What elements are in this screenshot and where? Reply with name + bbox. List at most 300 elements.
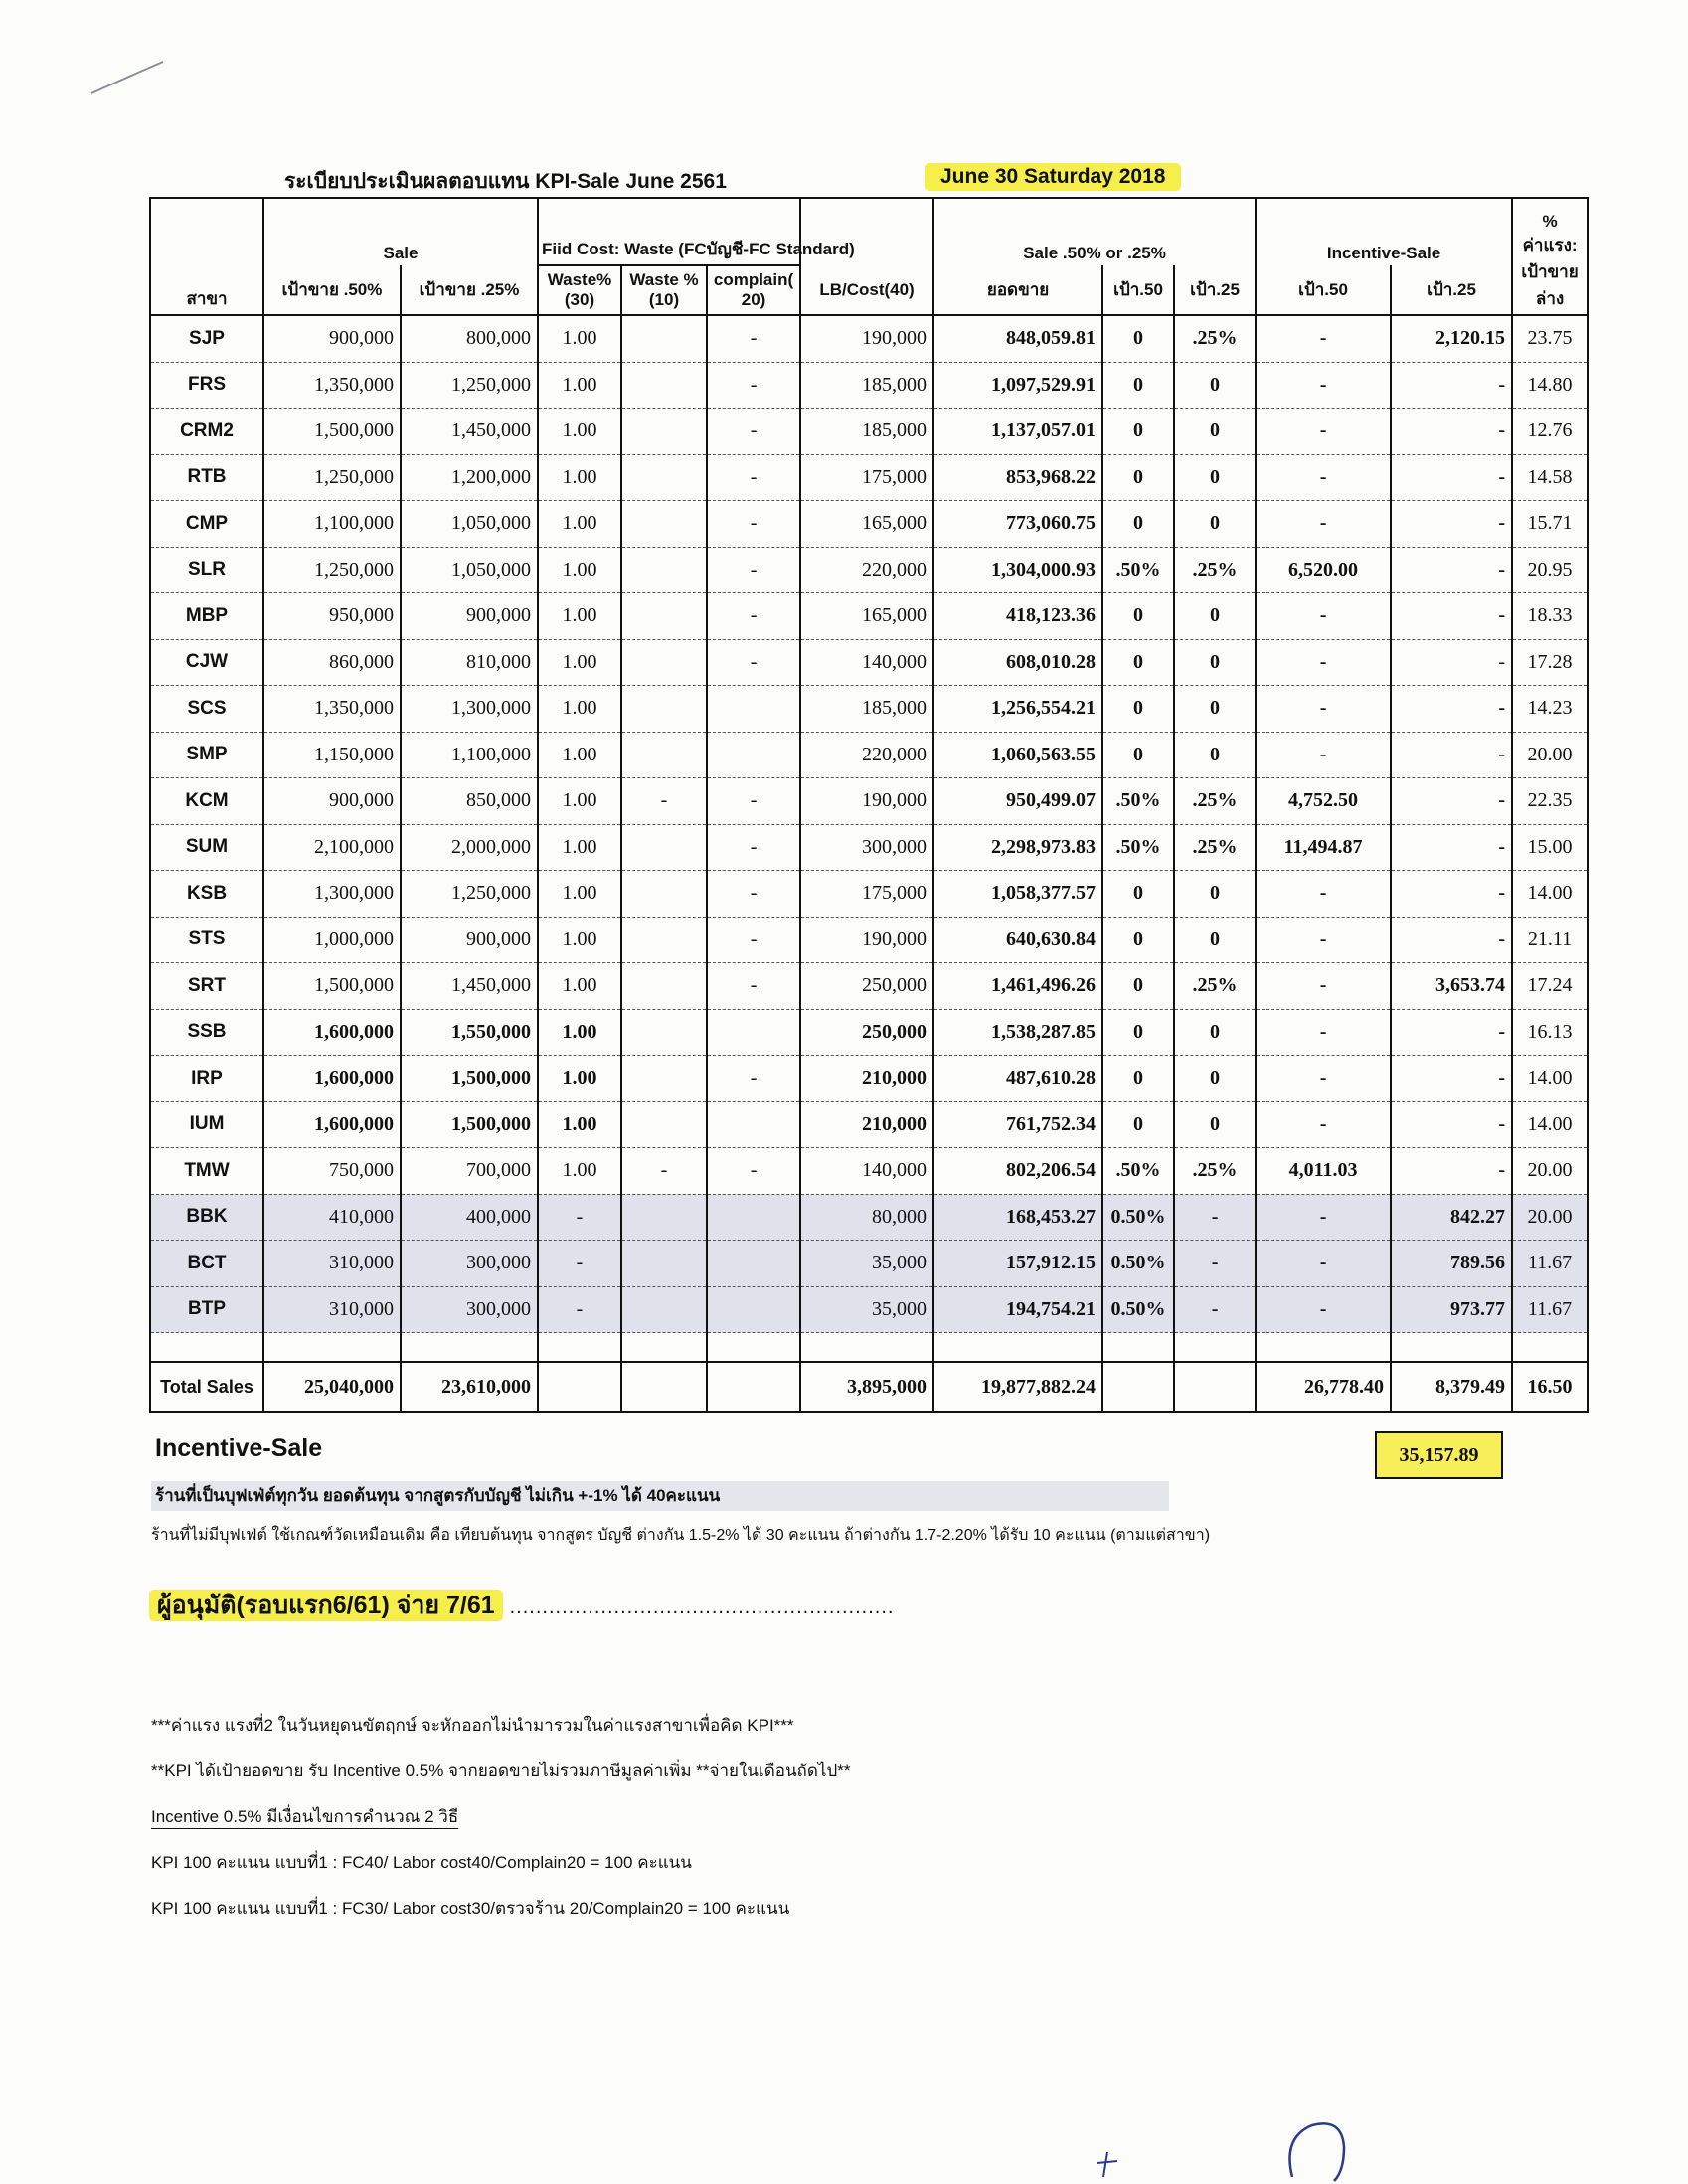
cell-labor-pct: 20.00 xyxy=(1512,1194,1588,1241)
cell-inc-25: 789.56 xyxy=(1391,1241,1512,1287)
cell-target-25: 2,000,000 xyxy=(401,824,538,871)
cell-branch: SUM xyxy=(150,824,263,871)
cell-waste-10 xyxy=(621,963,707,1010)
cell-labor-pct: 16.13 xyxy=(1512,1009,1588,1056)
approval-line xyxy=(149,1586,894,1625)
cell-sales: 487,610.28 xyxy=(933,1056,1102,1102)
cell-pao-25: 0 xyxy=(1174,593,1256,640)
cell-target-50: 1,100,000 xyxy=(263,501,401,548)
col-waste-10: Waste %(10) xyxy=(621,265,707,315)
col-target-25: เป้าขาย .25% xyxy=(401,265,538,315)
cell-lb-cost: 300,000 xyxy=(800,824,933,871)
cell-waste-10 xyxy=(621,732,707,778)
cell-waste-10 xyxy=(621,1056,707,1102)
kpi-sale-table xyxy=(149,197,1589,1413)
cell-branch: IUM xyxy=(150,1101,263,1148)
cell-sales: 168,453.27 xyxy=(933,1194,1102,1241)
cell-lb-cost: 185,000 xyxy=(800,409,933,455)
cell-pao-50: 0 xyxy=(1102,362,1174,409)
cell-pao-25: 0 xyxy=(1174,686,1256,733)
cell-sales: 1,060,563.55 xyxy=(933,732,1102,778)
cell-pao-25: 0 xyxy=(1174,454,1256,501)
cell-waste-30: 1.00 xyxy=(538,871,621,918)
cell-target-25: 1,450,000 xyxy=(401,409,538,455)
cell-waste-10 xyxy=(621,1286,707,1333)
cell-waste-10 xyxy=(621,547,707,593)
table-row xyxy=(150,1101,1588,1148)
cell-pao-50: 0 xyxy=(1102,409,1174,455)
cell-target-25: 810,000 xyxy=(401,639,538,686)
col-group-sale: Sale xyxy=(263,198,538,265)
cell-complain-20: - xyxy=(707,824,800,871)
cell-labor-pct: 14.00 xyxy=(1512,1101,1588,1148)
cell-pao-50: 0 xyxy=(1102,963,1174,1010)
cell-inc-50: - xyxy=(1256,963,1391,1010)
cell-labor-pct: 21.11 xyxy=(1512,917,1588,963)
cell-labor-pct: 14.80 xyxy=(1512,362,1588,409)
table-row xyxy=(150,362,1588,409)
cell-lb-cost: 185,000 xyxy=(800,362,933,409)
col-group-sale-pct: Sale .50% or .25% xyxy=(933,198,1256,265)
cell-pao-50: .50% xyxy=(1102,778,1174,825)
cell-inc-50: - xyxy=(1256,315,1391,362)
kpi-target-footnote: **KPI ได้เป้ายอดขาย รับ Incentive 0.5% จากยอดขายไม่รวมภาษีมูลค่าเพิ่ม **จ่ายในเดือนถัดไป** xyxy=(151,1762,851,1780)
cell-pao-25: 0 xyxy=(1174,362,1256,409)
cell-lb-cost: 190,000 xyxy=(800,778,933,825)
cell-waste-30: 1.00 xyxy=(538,593,621,640)
cell-complain-20 xyxy=(707,1194,800,1241)
cell-lb-cost: 220,000 xyxy=(800,547,933,593)
incentive-conditions-footnote: Incentive 0.5% มีเงื่อนไขการคำนวณ 2 วิธี xyxy=(151,1807,459,1826)
cell-target-50: 1,600,000 xyxy=(263,1101,401,1148)
cell-lb-cost: 175,000 xyxy=(800,871,933,918)
blank-cell xyxy=(1102,1333,1174,1363)
cell-waste-30: 1.00 xyxy=(538,639,621,686)
cell-pao-25: 0 xyxy=(1174,732,1256,778)
cell-complain-20: - xyxy=(707,454,800,501)
cell-pao-25: 0 xyxy=(1174,639,1256,686)
col-pao-25: เป้า.25 xyxy=(1174,265,1256,315)
cell-target-50: 310,000 xyxy=(263,1286,401,1333)
cell-waste-30: - xyxy=(538,1194,621,1241)
table-row xyxy=(150,454,1588,501)
total-empty xyxy=(538,1362,621,1412)
cell-lb-cost: 190,000 xyxy=(800,315,933,362)
cell-complain-20 xyxy=(707,1241,800,1287)
table-row xyxy=(150,1056,1588,1102)
cell-target-50: 750,000 xyxy=(263,1148,401,1195)
cell-inc-25: 3,653.74 xyxy=(1391,963,1512,1010)
cell-pao-50: 0 xyxy=(1102,1009,1174,1056)
col-sales: ยอดขาย xyxy=(933,265,1102,315)
cell-waste-10: - xyxy=(621,1148,707,1195)
cell-target-50: 1,500,000 xyxy=(263,963,401,1010)
table-row xyxy=(150,1194,1588,1241)
total-sales: 19,877,882.24 xyxy=(933,1362,1102,1412)
cell-labor-pct: 23.75 xyxy=(1512,315,1588,362)
table-row xyxy=(150,315,1588,362)
cell-branch: CRM2 xyxy=(150,409,263,455)
cell-branch: CMP xyxy=(150,501,263,548)
cell-pao-50: .50% xyxy=(1102,824,1174,871)
col-pao-50: เป้า.50 xyxy=(1102,265,1174,315)
cell-sales: 1,137,057.01 xyxy=(933,409,1102,455)
cell-inc-50: 4,011.03 xyxy=(1256,1148,1391,1195)
col-target-50: เป้าขาย .50% xyxy=(263,265,401,315)
cell-complain-20: - xyxy=(707,501,800,548)
cell-lb-cost: 210,000 xyxy=(800,1056,933,1102)
cell-complain-20: - xyxy=(707,593,800,640)
cell-inc-25: - xyxy=(1391,1101,1512,1148)
non-buffet-note: ร้านที่ไม่มีบุฟเฟ่ต์ ใช้เกณฑ์วัดเหมือนเดิม คือ เทียบต้นทุน จากสูตร บัญชี ต่างกัน 1.5-2% ได้ 30 คะแนน ถ้าต่างกัน 1.7-2.20% ได้รับ 10 คะแนน (ตามแต่สาขา) xyxy=(151,1527,1211,1544)
cell-labor-pct: 14.00 xyxy=(1512,871,1588,918)
cell-lb-cost: 80,000 xyxy=(800,1194,933,1241)
blank-cell xyxy=(1256,1333,1391,1363)
cell-sales: 761,752.34 xyxy=(933,1101,1102,1148)
table-row xyxy=(150,963,1588,1010)
method-2-footnote: KPI 100 คะแนน แบบที่1 : FC30/ Labor cost30/ตรวจร้าน 20/Complain20 = 100 คะแนน xyxy=(151,1899,790,1918)
cell-target-25: 300,000 xyxy=(401,1241,538,1287)
handwritten-scribble xyxy=(1074,2098,1372,2184)
cell-waste-10 xyxy=(621,454,707,501)
incentive-sale-total: 35,157.89 xyxy=(1375,1431,1503,1479)
total-target-25: 23,610,000 xyxy=(401,1362,538,1412)
header-column-row xyxy=(150,265,1588,315)
cell-target-25: 400,000 xyxy=(401,1194,538,1241)
cell-sales: 802,206.54 xyxy=(933,1148,1102,1195)
cell-branch: SRT xyxy=(150,963,263,1010)
cell-waste-10 xyxy=(621,362,707,409)
cell-inc-25: - xyxy=(1391,454,1512,501)
cell-pao-50: 0 xyxy=(1102,1101,1174,1148)
cell-waste-30: 1.00 xyxy=(538,732,621,778)
col-waste-30: Waste% (30) xyxy=(538,265,621,315)
cell-sales: 608,010.28 xyxy=(933,639,1102,686)
labor-footnote: ***ค่าแรง แรงที่2 ในวันหยุดนขัตฤกษ์ จะหักออกไม่นำมารวมในค่าแรงสาขาเพื่อคิด KPI*** xyxy=(151,1716,794,1735)
cell-inc-50: - xyxy=(1256,1101,1391,1148)
cell-target-25: 1,500,000 xyxy=(401,1056,538,1102)
cell-complain-20 xyxy=(707,732,800,778)
cell-target-50: 1,000,000 xyxy=(263,917,401,963)
cell-branch: SLR xyxy=(150,547,263,593)
blank-cell xyxy=(1391,1333,1512,1363)
table-row xyxy=(150,501,1588,548)
table-row xyxy=(150,409,1588,455)
approval-label: ผู้อนุมัติ(รอบแรก6/61) จ่าย 7/61 xyxy=(149,1590,503,1621)
cell-target-50: 860,000 xyxy=(263,639,401,686)
cell-inc-25: - xyxy=(1391,778,1512,825)
cell-branch: STS xyxy=(150,917,263,963)
cell-labor-pct: 11.67 xyxy=(1512,1286,1588,1333)
cell-target-25: 1,100,000 xyxy=(401,732,538,778)
table-row xyxy=(150,593,1588,640)
cell-pao-25: .25% xyxy=(1174,547,1256,593)
table-row xyxy=(150,686,1588,733)
header-group-row xyxy=(150,198,1588,265)
table-row xyxy=(150,1241,1588,1287)
cell-labor-pct: 14.23 xyxy=(1512,686,1588,733)
cell-target-50: 900,000 xyxy=(263,315,401,362)
table-row xyxy=(150,732,1588,778)
cell-pao-25: - xyxy=(1174,1241,1256,1287)
cell-inc-25: - xyxy=(1391,593,1512,640)
cell-complain-20 xyxy=(707,1286,800,1333)
cell-lb-cost: 250,000 xyxy=(800,1009,933,1056)
table-row xyxy=(150,1009,1588,1056)
cell-target-25: 1,200,000 xyxy=(401,454,538,501)
cell-target-50: 900,000 xyxy=(263,778,401,825)
blank-cell xyxy=(800,1333,933,1363)
cell-inc-50: - xyxy=(1256,1056,1391,1102)
cell-inc-25: - xyxy=(1391,1009,1512,1056)
cell-target-25: 1,050,000 xyxy=(401,547,538,593)
approval-signature-dots: ........................................................... xyxy=(509,1596,895,1618)
cell-waste-30: 1.00 xyxy=(538,315,621,362)
cell-target-25: 1,250,000 xyxy=(401,871,538,918)
cell-target-50: 1,250,000 xyxy=(263,454,401,501)
cell-target-50: 950,000 xyxy=(263,593,401,640)
cell-waste-10 xyxy=(621,409,707,455)
cell-pao-25: 0 xyxy=(1174,871,1256,918)
cell-target-25: 700,000 xyxy=(401,1148,538,1195)
cell-inc-25: - xyxy=(1391,871,1512,918)
cell-sales: 1,058,377.57 xyxy=(933,871,1102,918)
cell-lb-cost: 35,000 xyxy=(800,1286,933,1333)
cell-target-25: 1,250,000 xyxy=(401,362,538,409)
cell-waste-10 xyxy=(621,1101,707,1148)
cell-labor-pct: 22.35 xyxy=(1512,778,1588,825)
cell-waste-10 xyxy=(621,315,707,362)
cell-inc-50: - xyxy=(1256,409,1391,455)
cell-target-25: 1,550,000 xyxy=(401,1009,538,1056)
cell-labor-pct: 20.00 xyxy=(1512,1148,1588,1195)
cell-complain-20 xyxy=(707,1009,800,1056)
blank-row xyxy=(150,1333,1588,1363)
cell-sales: 1,538,287.85 xyxy=(933,1009,1102,1056)
buffet-note: ร้านที่เป็นบุฟเฟ่ต์ทุกวัน ยอดต้นทุน จากสูตรกับบัญชี ไม่เกิน +-1% ได้ 40คะแนน xyxy=(151,1481,1169,1511)
cell-labor-pct: 17.24 xyxy=(1512,963,1588,1010)
cell-waste-30: - xyxy=(538,1241,621,1287)
table-row xyxy=(150,824,1588,871)
cell-complain-20: - xyxy=(707,362,800,409)
cell-inc-50: - xyxy=(1256,639,1391,686)
blank-cell xyxy=(1512,1333,1588,1363)
col-group-incentive: Incentive-Sale xyxy=(1256,198,1512,265)
cell-complain-20: - xyxy=(707,871,800,918)
cell-inc-25: - xyxy=(1391,547,1512,593)
cell-branch: KCM xyxy=(150,778,263,825)
table-row xyxy=(150,871,1588,918)
cell-labor-pct: 20.95 xyxy=(1512,547,1588,593)
cell-target-50: 2,100,000 xyxy=(263,824,401,871)
cell-sales: 1,461,496.26 xyxy=(933,963,1102,1010)
cell-waste-30: 1.00 xyxy=(538,1009,621,1056)
cell-labor-pct: 18.33 xyxy=(1512,593,1588,640)
cell-waste-30: 1.00 xyxy=(538,1148,621,1195)
cell-waste-10 xyxy=(621,917,707,963)
cell-pao-50: .50% xyxy=(1102,547,1174,593)
cell-target-50: 1,500,000 xyxy=(263,409,401,455)
cell-pao-25: 0 xyxy=(1174,409,1256,455)
cell-waste-30: 1.00 xyxy=(538,362,621,409)
cell-pao-50: 0.50% xyxy=(1102,1194,1174,1241)
cell-waste-10 xyxy=(621,501,707,548)
cell-waste-30: 1.00 xyxy=(538,409,621,455)
cell-pao-25: 0 xyxy=(1174,1009,1256,1056)
totals-row xyxy=(150,1362,1588,1412)
cell-inc-50: - xyxy=(1256,362,1391,409)
method-1-footnote: KPI 100 คะแนน แบบที่1 : FC40/ Labor cost40/Complain20 = 100 คะแนน xyxy=(151,1853,692,1872)
cell-target-25: 900,000 xyxy=(401,593,538,640)
cell-inc-50: - xyxy=(1256,871,1391,918)
table-row xyxy=(150,639,1588,686)
col-group-food-cost: Fiid Cost: Waste (FCบัญชี-FC Standard) xyxy=(538,198,800,265)
cell-target-25: 1,050,000 xyxy=(401,501,538,548)
cell-complain-20 xyxy=(707,686,800,733)
cell-target-25: 1,500,000 xyxy=(401,1101,538,1148)
cell-pao-25: - xyxy=(1174,1194,1256,1241)
cell-inc-50: - xyxy=(1256,1009,1391,1056)
total-inc-50: 26,778.40 xyxy=(1256,1362,1391,1412)
cell-pao-25: .25% xyxy=(1174,824,1256,871)
cell-sales: 157,912.15 xyxy=(933,1241,1102,1287)
cell-inc-25: - xyxy=(1391,362,1512,409)
cell-complain-20: - xyxy=(707,409,800,455)
cell-inc-50: - xyxy=(1256,686,1391,733)
cell-pao-50: 0 xyxy=(1102,501,1174,548)
cell-target-50: 1,350,000 xyxy=(263,686,401,733)
cell-inc-25: - xyxy=(1391,824,1512,871)
cell-target-50: 1,600,000 xyxy=(263,1056,401,1102)
cell-lb-cost: 35,000 xyxy=(800,1241,933,1287)
cell-pao-50: .50% xyxy=(1102,1148,1174,1195)
cell-lb-cost: 140,000 xyxy=(800,1148,933,1195)
cell-pao-25: .25% xyxy=(1174,315,1256,362)
col-labor-pct: % ค่าแรง: เป้าขาย ล่าง xyxy=(1512,198,1588,315)
cell-inc-50: - xyxy=(1256,917,1391,963)
cell-labor-pct: 15.00 xyxy=(1512,824,1588,871)
cell-waste-10 xyxy=(621,1241,707,1287)
total-empty xyxy=(1102,1362,1174,1412)
total-lb-cost: 3,895,000 xyxy=(800,1362,933,1412)
cell-pao-50: 0 xyxy=(1102,454,1174,501)
cell-pao-25: 0 xyxy=(1174,501,1256,548)
cell-pao-50: 0 xyxy=(1102,593,1174,640)
cell-lb-cost: 185,000 xyxy=(800,686,933,733)
cell-inc-25: - xyxy=(1391,639,1512,686)
cell-branch: BCT xyxy=(150,1241,263,1287)
cell-branch: FRS xyxy=(150,362,263,409)
cell-pao-50: 0 xyxy=(1102,639,1174,686)
cell-pao-25: - xyxy=(1174,1286,1256,1333)
cell-lb-cost: 220,000 xyxy=(800,732,933,778)
cell-labor-pct: 15.71 xyxy=(1512,501,1588,548)
document-date: June 30 Saturday 2018 xyxy=(925,163,1181,191)
cell-sales: 640,630.84 xyxy=(933,917,1102,963)
cell-waste-10 xyxy=(621,1194,707,1241)
total-empty xyxy=(707,1362,800,1412)
cell-inc-25: - xyxy=(1391,686,1512,733)
cell-target-25: 1,300,000 xyxy=(401,686,538,733)
cell-complain-20: - xyxy=(707,315,800,362)
blank-cell xyxy=(401,1333,538,1363)
cell-target-25: 900,000 xyxy=(401,917,538,963)
col-lb-cost: LB/Cost(40) xyxy=(800,265,933,315)
cell-labor-pct: 14.58 xyxy=(1512,454,1588,501)
cell-branch: SMP xyxy=(150,732,263,778)
total-target-50: 25,040,000 xyxy=(263,1362,401,1412)
cell-inc-25: - xyxy=(1391,917,1512,963)
blank-cell xyxy=(538,1333,621,1363)
cell-complain-20: - xyxy=(707,778,800,825)
cell-inc-25: - xyxy=(1391,1148,1512,1195)
cell-inc-50: - xyxy=(1256,454,1391,501)
total-empty xyxy=(1174,1362,1256,1412)
cell-pao-50: 0 xyxy=(1102,1056,1174,1102)
cell-branch: SCS xyxy=(150,686,263,733)
cell-pao-25: .25% xyxy=(1174,1148,1256,1195)
cell-inc-25: - xyxy=(1391,1056,1512,1102)
cell-complain-20: - xyxy=(707,639,800,686)
table-row xyxy=(150,547,1588,593)
cell-branch: RTB xyxy=(150,454,263,501)
cell-complain-20: - xyxy=(707,963,800,1010)
cell-pao-50: 0 xyxy=(1102,315,1174,362)
cell-target-50: 1,150,000 xyxy=(263,732,401,778)
cell-waste-30: - xyxy=(538,1286,621,1333)
table-row xyxy=(150,778,1588,825)
cell-branch: CJW xyxy=(150,639,263,686)
cell-inc-50: - xyxy=(1256,1194,1391,1241)
blank-cell xyxy=(1174,1333,1256,1363)
cell-lb-cost: 165,000 xyxy=(800,501,933,548)
cell-target-50: 1,300,000 xyxy=(263,871,401,918)
blank-cell xyxy=(621,1333,707,1363)
table-row xyxy=(150,1286,1588,1333)
document-header xyxy=(280,163,1255,199)
cell-complain-20: - xyxy=(707,547,800,593)
cell-pao-50: 0 xyxy=(1102,917,1174,963)
cell-waste-30: 1.00 xyxy=(538,501,621,548)
cell-pao-50: 0.50% xyxy=(1102,1286,1174,1333)
cell-inc-50: 11,494.87 xyxy=(1256,824,1391,871)
cell-target-50: 410,000 xyxy=(263,1194,401,1241)
cell-waste-30: 1.00 xyxy=(538,1101,621,1148)
cell-inc-50: - xyxy=(1256,1286,1391,1333)
cell-target-50: 1,250,000 xyxy=(263,547,401,593)
cell-waste-30: 1.00 xyxy=(538,454,621,501)
cell-labor-pct: 12.76 xyxy=(1512,409,1588,455)
cell-inc-50: 6,520.00 xyxy=(1256,547,1391,593)
total-inc-25: 8,379.49 xyxy=(1391,1362,1512,1412)
cell-sales: 853,968.22 xyxy=(933,454,1102,501)
pen-mark xyxy=(87,60,167,99)
cell-waste-10 xyxy=(621,686,707,733)
cell-target-50: 310,000 xyxy=(263,1241,401,1287)
col-complain-20: complain( 20) xyxy=(707,265,800,315)
cell-waste-30: 1.00 xyxy=(538,824,621,871)
col-inc-25: เป้า.25 xyxy=(1391,265,1512,315)
cell-target-25: 300,000 xyxy=(401,1286,538,1333)
cell-inc-50: 4,752.50 xyxy=(1256,778,1391,825)
cell-waste-30: 1.00 xyxy=(538,963,621,1010)
cell-inc-50: - xyxy=(1256,501,1391,548)
blank-cell xyxy=(933,1333,1102,1363)
cell-waste-30: 1.00 xyxy=(538,778,621,825)
cell-lb-cost: 175,000 xyxy=(800,454,933,501)
cell-target-25: 850,000 xyxy=(401,778,538,825)
cell-labor-pct: 20.00 xyxy=(1512,732,1588,778)
